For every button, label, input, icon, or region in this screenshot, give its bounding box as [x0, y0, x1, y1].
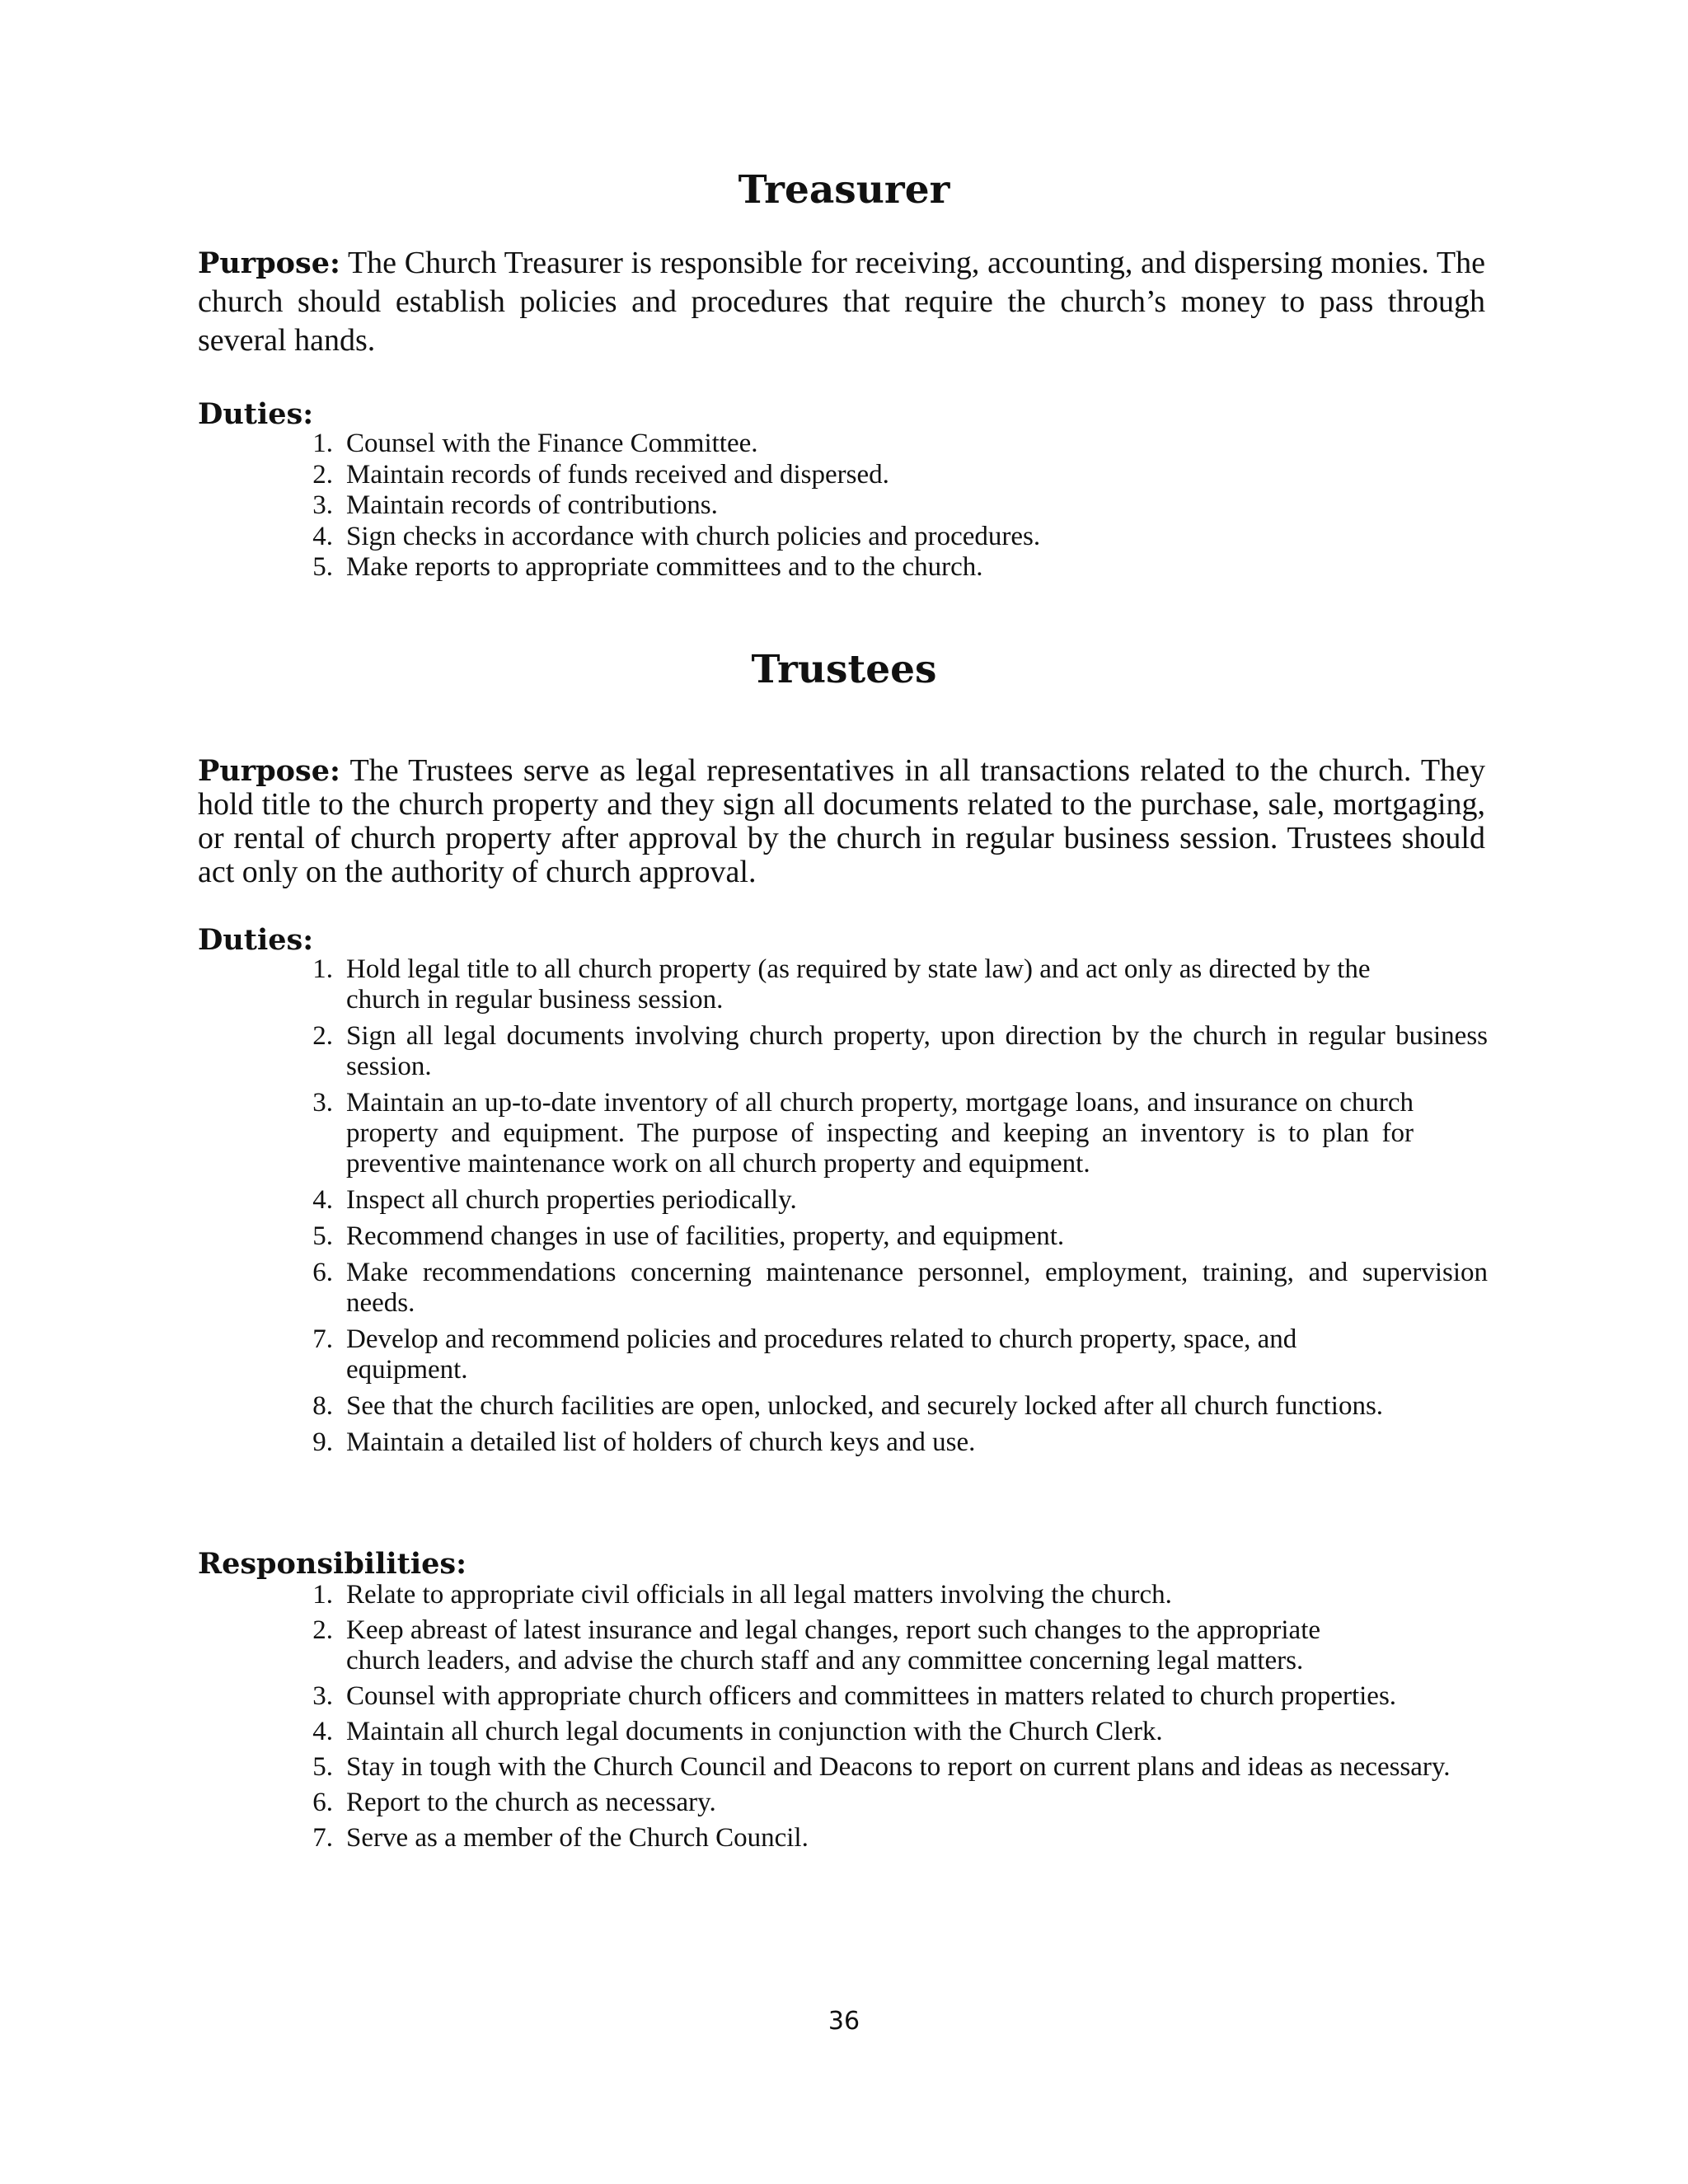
- list-text: Keep abreast of latest insurance and legal changes, report such changes to the appropriate church leaders, and advise the church staff and any committee concerning legal matters.: [346, 1615, 1321, 1675]
- list-text: Sign checks in accordance with church policies and procedures.: [346, 521, 1041, 551]
- list-text: Sign all legal documents involving church property, upon direction by the church in regular business session.: [346, 1021, 1488, 1081]
- list-text: Serve as a member of the Church Council.: [346, 1823, 809, 1853]
- list-item: [297, 954, 1488, 1015]
- list-number: 5.: [312, 1221, 333, 1251]
- list-text: Develop and recommend policies and procedures related to church property, space, and equipment.: [346, 1324, 1297, 1385]
- trustees-duties-label: Duties:: [198, 923, 314, 957]
- treasurer-duties-label: Duties:: [198, 397, 314, 431]
- list-item: [297, 1021, 1488, 1082]
- list-number: 2.: [312, 1615, 333, 1645]
- list-item: [297, 1580, 1488, 1610]
- list-text: Hold legal title to all church property (as required by state law) and act only as directed by the church in regular business session.: [346, 954, 1371, 1015]
- trustees-purpose: [198, 754, 1485, 889]
- list-text: Recommend changes in use of facilities, property, and equipment.: [346, 1221, 1065, 1251]
- list-text: Inspect all church properties periodically.: [346, 1185, 797, 1215]
- list-item: [297, 1185, 1488, 1216]
- list-item: [297, 1681, 1488, 1712]
- list-item: [297, 460, 1484, 491]
- treasurer-purpose: [198, 244, 1485, 360]
- list-number: 6.: [312, 1788, 333, 1817]
- list-item: [297, 1391, 1488, 1422]
- trustees-purpose-label: Purpose:: [198, 754, 340, 788]
- list-item: [297, 1788, 1488, 1818]
- trustees-duties-list: [297, 954, 1488, 1464]
- list-number: 3.: [312, 1088, 333, 1118]
- list-number: 3.: [312, 1681, 333, 1711]
- treasurer-purpose-label: Purpose:: [198, 246, 340, 280]
- list-text: Maintain all church legal documents in conjunction with the Church Clerk.: [346, 1717, 1163, 1746]
- list-item: [297, 1752, 1488, 1783]
- list-number: 4.: [312, 1185, 333, 1215]
- list-number: 3.: [312, 490, 333, 520]
- list-number: 9.: [312, 1427, 333, 1457]
- list-item: [297, 1823, 1488, 1854]
- list-number: 2.: [312, 459, 333, 490]
- list-text: See that the church facilities are open, unlocked, and securely locked after all church functions.: [346, 1391, 1384, 1421]
- list-number: 1.: [312, 1580, 333, 1610]
- treasurer-heading: Treasurer: [738, 167, 950, 213]
- list-item: [297, 1427, 1488, 1458]
- list-text: Make recommendations concerning maintenance personnel, employment, training, and supervision needs.: [346, 1258, 1488, 1318]
- list-number: 1.: [312, 429, 333, 458]
- list-text: Maintain a detailed list of holders of church keys and use.: [346, 1427, 976, 1457]
- page-number: 36: [828, 2007, 860, 2036]
- list-number: 4.: [312, 1717, 333, 1746]
- list-item: [297, 552, 1484, 583]
- trustees-heading: Trustees: [751, 647, 937, 692]
- list-text: Counsel with the Finance Committee.: [346, 429, 758, 458]
- list-text: Relate to appropriate civil officials in all legal matters involving the church.: [346, 1580, 1172, 1610]
- list-number: 7.: [312, 1823, 333, 1853]
- list-item: [297, 1717, 1488, 1747]
- list-number: 5.: [312, 552, 333, 582]
- list-item: [297, 1088, 1488, 1179]
- list-number: 1.: [312, 954, 333, 984]
- list-text: Counsel with appropriate church officers and committees in matters related to church properties.: [346, 1681, 1397, 1711]
- trustees-purpose-text: The Trustees serve as legal representatives in all transactions related to the church. They hold title to the church property and they sign all documents related to the purchase, sale, mortgaging, or rental of church property after approval by the church in regular business session. Trustees should act only on the authority of church approval.: [198, 753, 1485, 889]
- treasurer-duties-list: [297, 429, 1484, 583]
- list-item: [297, 429, 1484, 460]
- list-number: 4.: [312, 521, 333, 551]
- list-item: [297, 490, 1484, 522]
- list-text: Maintain an up-to-date inventory of all church property, mortgage loans, and insurance on church property and equipment. The purpose of inspecting and keeping an inventory is to plan for preventive maintenance work on all church property and equipment.: [346, 1088, 1414, 1179]
- list-number: 6.: [312, 1258, 333, 1287]
- trustees-responsibilities-label: Responsibilities:: [198, 1547, 467, 1581]
- list-item: [297, 1324, 1488, 1385]
- treasurer-purpose-text: The Church Treasurer is responsible for receiving, accounting, and dispersing monies. The church should establish policies and procedures that require the church’s money to pass through several hands.: [198, 246, 1485, 358]
- list-text: Maintain records of funds received and dispersed.: [346, 459, 889, 490]
- list-text: Maintain records of contributions.: [346, 490, 718, 520]
- list-number: 5.: [312, 1752, 333, 1782]
- list-number: 7.: [312, 1324, 333, 1354]
- list-item: [297, 522, 1484, 553]
- list-item: [297, 1615, 1488, 1676]
- list-text: Make reports to appropriate committees and to the church.: [346, 552, 983, 582]
- list-item: [297, 1221, 1488, 1252]
- trustees-responsibilities-list: [297, 1580, 1488, 1858]
- list-number: 2.: [312, 1021, 333, 1051]
- list-text: Report to the church as necessary.: [346, 1788, 716, 1817]
- list-number: 8.: [312, 1391, 333, 1421]
- list-item: [297, 1258, 1488, 1319]
- list-text: Stay in tough with the Church Council and Deacons to report on current plans and ideas as necessary.: [346, 1752, 1451, 1782]
